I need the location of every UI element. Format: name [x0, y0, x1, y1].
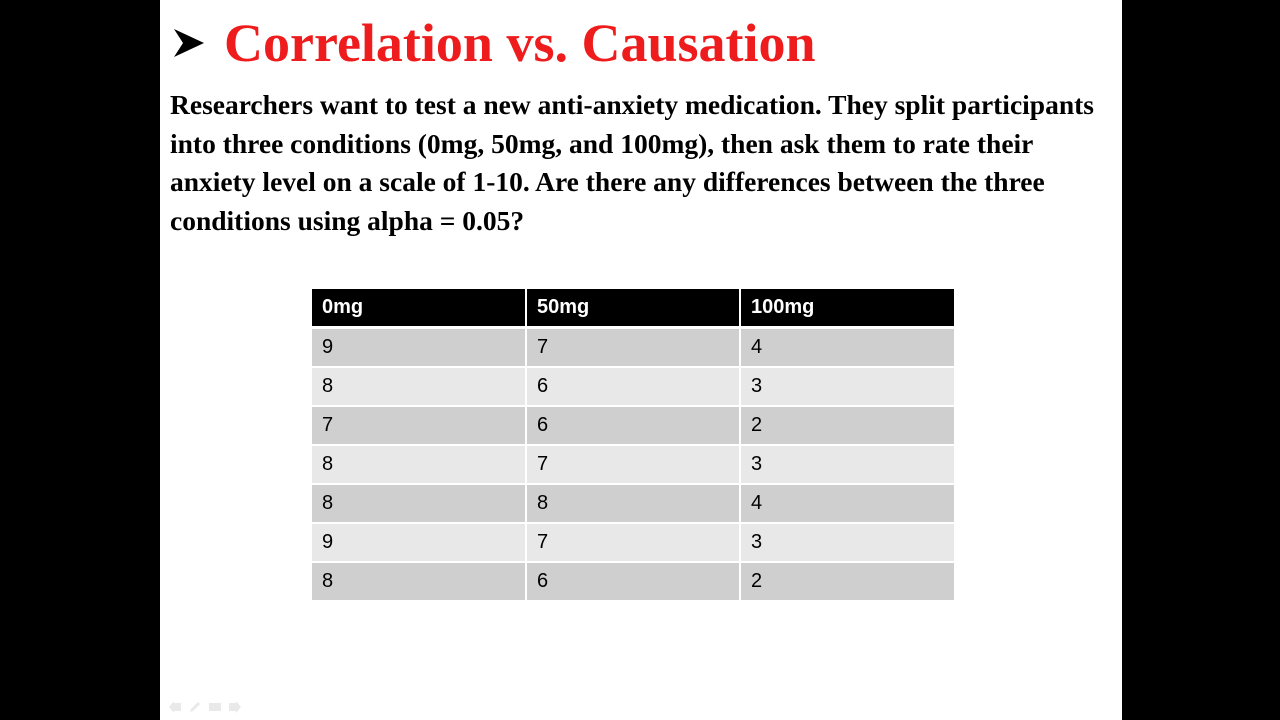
- table-cell: 9: [312, 523, 526, 562]
- table-cell: 2: [740, 562, 954, 601]
- table-cell: 8: [312, 367, 526, 406]
- table-row: [312, 406, 954, 445]
- arrowhead-bullet-icon: [172, 26, 206, 60]
- header-0mg: 0mg: [312, 289, 526, 328]
- menu-icon[interactable]: [208, 700, 222, 712]
- table-cell: 4: [740, 328, 954, 368]
- table-cell: 2: [740, 406, 954, 445]
- table-header-row: [312, 289, 954, 328]
- table-row: [312, 562, 954, 601]
- slideshow-controls: [168, 700, 242, 712]
- table-cell: 6: [526, 406, 740, 445]
- table-cell: 7: [526, 445, 740, 484]
- data-table: [312, 289, 954, 602]
- table-row: [312, 484, 954, 523]
- question-text: Researchers want to test a new anti-anxiety medication. They split participants into three conditions (0mg, 50mg, and 100mg), then ask them to rate their anxiety level on a scale of 1-10. Are there any differences between the three conditions using alpha = 0.05?: [170, 89, 1094, 236]
- slide: [160, 0, 1122, 720]
- table-cell: 7: [526, 523, 740, 562]
- table-row: [312, 367, 954, 406]
- table-cell: 8: [312, 484, 526, 523]
- table-cell: 8: [312, 562, 526, 601]
- table-cell: 7: [526, 328, 740, 368]
- pen-icon[interactable]: [188, 700, 202, 712]
- table-cell: 7: [312, 406, 526, 445]
- table-cell: 6: [526, 367, 740, 406]
- table-cell: 9: [312, 328, 526, 368]
- table-row: [312, 523, 954, 562]
- header-100mg: 100mg: [740, 289, 954, 328]
- table-cell: 6: [526, 562, 740, 601]
- table-cell: 3: [740, 367, 954, 406]
- header-50mg: 50mg: [526, 289, 740, 328]
- slide-title: Correlation vs. Causation: [224, 13, 816, 73]
- table-row: [312, 445, 954, 484]
- table-cell: 4: [740, 484, 954, 523]
- table-cell: 3: [740, 445, 954, 484]
- previous-icon[interactable]: [168, 700, 182, 712]
- table-cell: 3: [740, 523, 954, 562]
- table-cell: 8: [526, 484, 740, 523]
- table-row: [312, 328, 954, 368]
- title-row: [172, 10, 816, 76]
- table-cell: 8: [312, 445, 526, 484]
- next-icon[interactable]: [228, 700, 242, 712]
